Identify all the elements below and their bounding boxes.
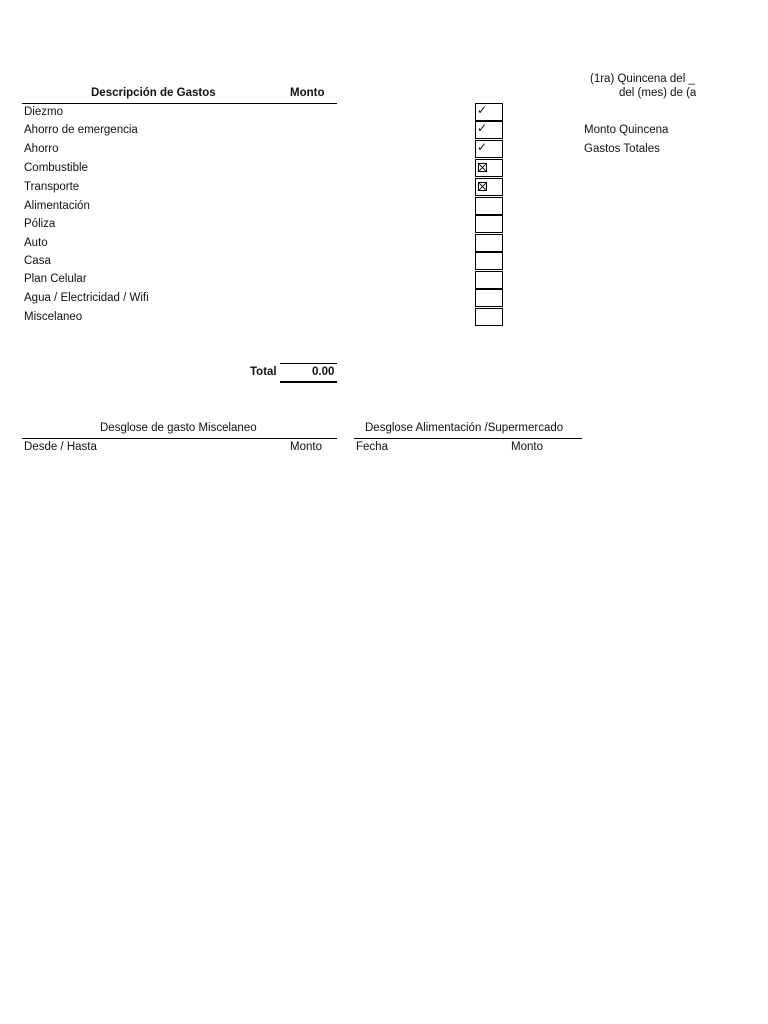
checkbox-ahorro[interactable]: [475, 140, 503, 158]
misc-breakdown-underline: [22, 438, 337, 439]
total-value: 0.00: [312, 366, 335, 378]
checkbox-diezmo[interactable]: [475, 103, 503, 121]
checkbox-alimentacion[interactable]: [475, 197, 503, 215]
checkbox-poliza[interactable]: [475, 215, 503, 233]
expense-label-casa: Casa: [24, 255, 51, 267]
gastos-totales-label: Gastos Totales: [584, 143, 660, 155]
header-underline: [22, 103, 337, 104]
summary-title: [585, 73, 696, 103]
checkbox-casa[interactable]: [475, 252, 503, 270]
food-breakdown-col-amount: Monto: [511, 441, 543, 453]
food-breakdown-title: Desglose Alimentación /Supermercado: [365, 422, 564, 434]
checkbox-miscelaneo[interactable]: [475, 308, 503, 326]
total-bottom-line: [280, 381, 337, 383]
expense-amount-header: Monto: [290, 87, 325, 99]
expense-label-ahorro-emergencia: Ahorro de emergencia: [24, 124, 138, 136]
checkbox-auto[interactable]: [475, 234, 503, 252]
expense-label-servicios: Agua / Electricidad / Wifi: [24, 292, 149, 304]
checkmark-icon: ✓: [477, 121, 488, 135]
misc-breakdown-col-range: Desde / Hasta: [24, 441, 97, 453]
expense-label-combustible: Combustible: [24, 162, 88, 174]
misc-breakdown-col-amount: Monto: [290, 441, 322, 453]
summary-title-line2: del (mes) de (a: [619, 87, 696, 99]
expense-label-miscelaneo: Miscelaneo: [24, 311, 83, 323]
expense-label-transporte: Transporte: [24, 181, 80, 193]
expense-label-alimentacion: Alimentación: [24, 200, 90, 212]
expense-description-header: Descripción de Gastos: [91, 87, 216, 99]
food-breakdown-col-date: Fecha: [356, 441, 388, 453]
expense-label-auto: Auto: [24, 237, 48, 249]
expense-label-poliza: Póliza: [24, 218, 56, 230]
summary-title-line1: (1ra) Quincena del _: [590, 73, 695, 85]
crossed-box-icon: [478, 163, 487, 172]
checkbox-combustible[interactable]: [475, 159, 503, 177]
food-breakdown-underline: [354, 438, 582, 439]
total-label: Total: [250, 366, 277, 378]
checkbox-transporte[interactable]: [475, 178, 503, 196]
crossed-box-icon: [478, 182, 487, 191]
checkbox-servicios[interactable]: [475, 289, 503, 307]
expense-label-ahorro: Ahorro: [24, 143, 59, 155]
expense-label-diezmo: Diezmo: [24, 106, 63, 118]
checkbox-ahorro-emergencia[interactable]: [475, 121, 503, 139]
expense-label-plan-celular: Plan Celular: [24, 273, 87, 285]
misc-breakdown-title: Desglose de gasto Miscelaneo: [100, 422, 257, 434]
total-top-line: [280, 363, 337, 364]
checkmark-icon: ✓: [477, 103, 488, 117]
checkbox-plan-celular[interactable]: [475, 271, 503, 289]
monto-quincena-label: Monto Quincena: [584, 124, 669, 136]
checkmark-icon: ✓: [477, 140, 488, 154]
